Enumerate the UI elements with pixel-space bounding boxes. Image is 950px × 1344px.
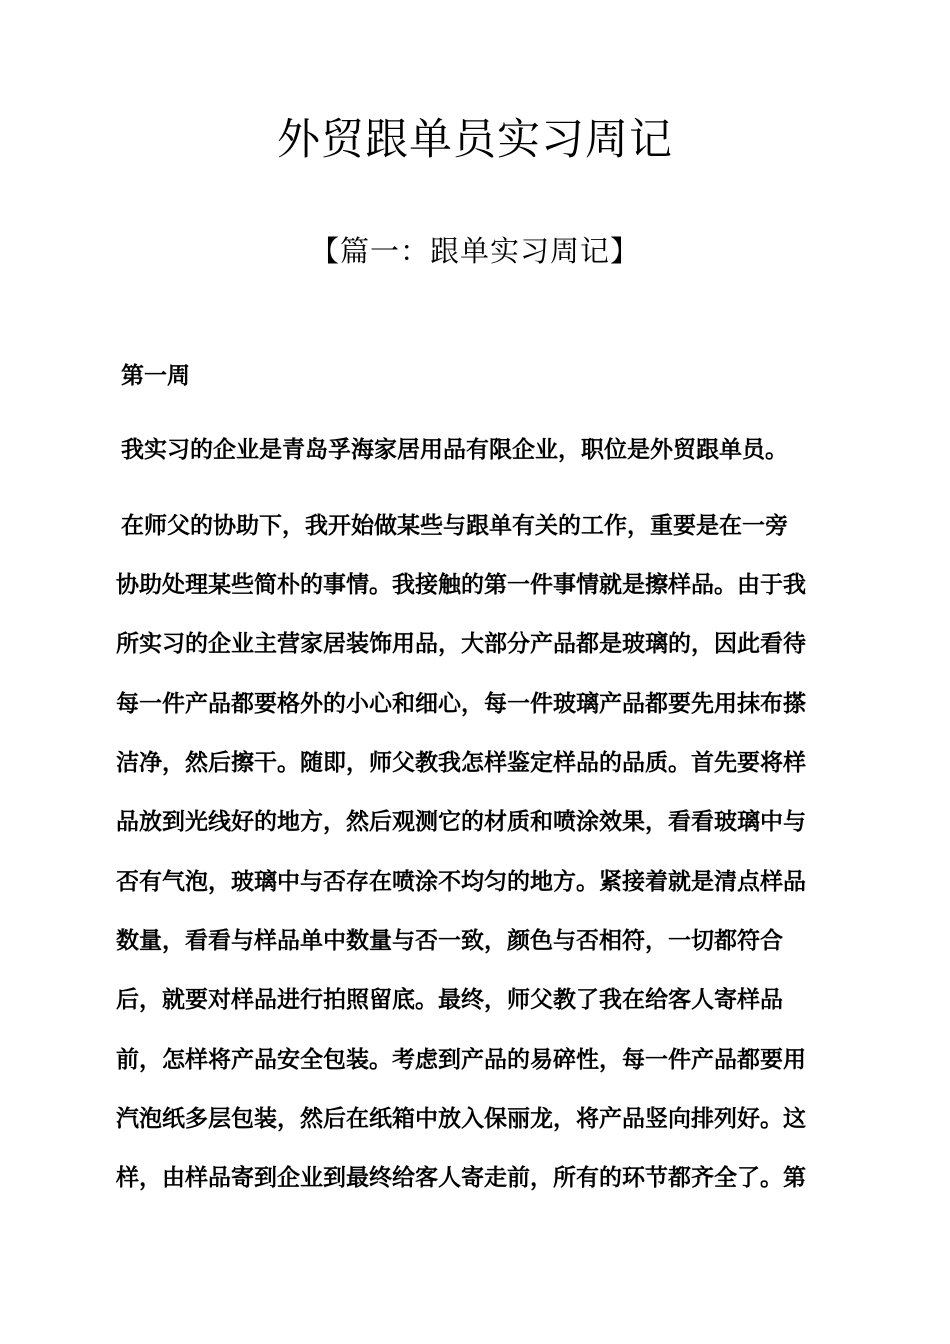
body-line: 数量，看看与样品单中数量与否一致，颜色与否相符，一切都符合 (116, 928, 783, 954)
body-line: 样，由样品寄到企业到最终给客人寄走前，所有的环节都齐全了。第 (116, 1165, 806, 1191)
intro-paragraph: 我实习的企业是青岛孚海家居用品有限企业，职位是外贸跟单员。 (121, 437, 788, 463)
body-line: 汽泡纸多层包装，然后在纸箱中放入保丽龙，将产品竖向排列好。这 (116, 1106, 806, 1132)
body-line: 所实习的企业主营家居装饰用品，大部分产品都是玻璃的，因此看待 (116, 631, 806, 657)
body-line: 否有气泡，玻璃中与否存在喷涂不均匀的地方。紧接着就是清点样品 (116, 869, 806, 895)
body-line: 每一件产品都要格外的小心和细心，每一件玻璃产品都要先用抹布搽 (116, 691, 806, 717)
body-line: 在师父的协助下，我开始做某些与跟单有关的工作，重要是在一旁 (121, 513, 788, 539)
body-line: 后，就要对样品进行拍照留底。最终，师父教了我在给客人寄样品 (116, 987, 783, 1013)
body-line: 前，怎样将产品安全包装。考虑到产品的易碎性，每一件产品都要用 (116, 1047, 806, 1073)
body-line: 洁净，然后擦干。随即，师父教我怎样鉴定样品的品质。首先要将样 (116, 750, 806, 776)
body-line: 协助处理某些简朴的事情。我接触的第一件事情就是擦样品。由于我 (116, 572, 806, 598)
body-line: 品放到光线好的地方，然后观测它的材质和喷涂效果，看看玻璃中与 (116, 809, 806, 835)
document-subtitle: 【篇一：跟单实习周记】 (309, 234, 640, 268)
week-heading: 第一周 (121, 363, 190, 389)
document-title: 外贸跟单员实习周记 (277, 115, 673, 165)
